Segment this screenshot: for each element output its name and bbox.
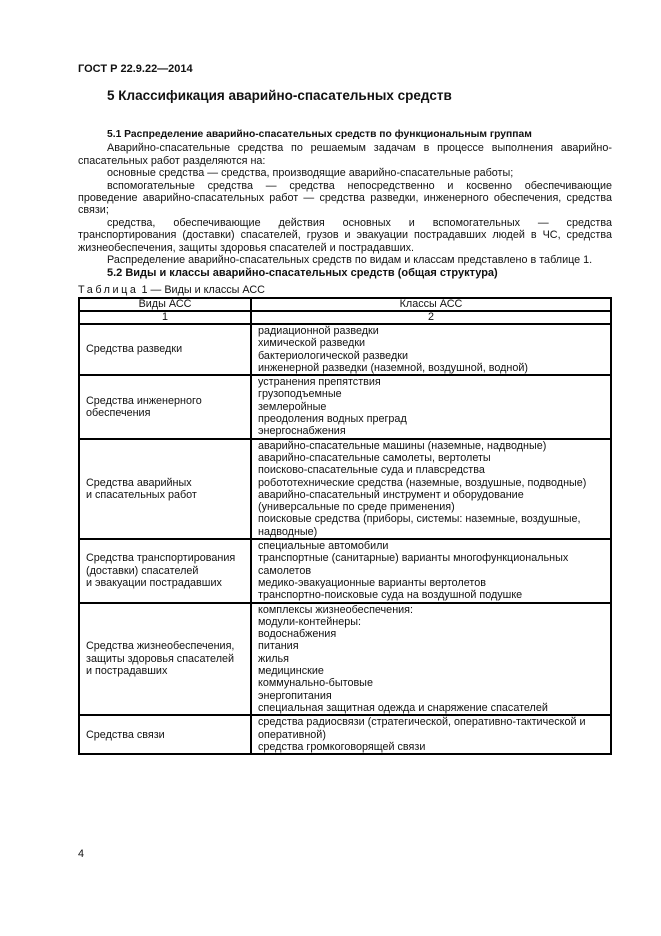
- table-row: [79, 375, 611, 438]
- class-item: оперативной): [258, 728, 326, 741]
- kind-cell: [79, 439, 251, 539]
- class-item: самолетов: [258, 564, 312, 577]
- class-item: поисково-спасательные суда и плавсредства: [258, 464, 485, 477]
- kind-line: Средства связи: [86, 728, 165, 741]
- paragraph-line: жизнеобеспечения, защиты здоровья спасателей и пострадавших.: [78, 241, 414, 254]
- class-item: радиационной разведки: [258, 325, 379, 337]
- paragraph-line: Аварийно-спасательные средства по решаемым задачам в процессе выполнения аварийно-: [107, 142, 612, 155]
- class-item: аварийно-спасательный инструмент и оборудование: [258, 488, 524, 501]
- header-cell: Виды АСС: [79, 298, 251, 311]
- class-item: коммунально-бытовые: [258, 677, 373, 690]
- class-item: химической разведки: [258, 337, 366, 350]
- class-item: водоснабжения: [258, 628, 337, 641]
- kind-cell: [79, 375, 251, 438]
- kind-line: и спасательных работ: [86, 488, 197, 501]
- table-row: [79, 324, 611, 375]
- class-item: транспортные (санитарные) варианты многофункциональных: [258, 552, 569, 565]
- kind-cell: [79, 539, 251, 602]
- caption-text: 1 — Виды и классы АСС: [138, 284, 265, 296]
- class-item: средства радиосвязи (стратегической, оперативно-тактической и: [258, 716, 586, 729]
- class-item: (универсальные по среде применения): [258, 501, 455, 514]
- column-number: 2: [251, 311, 611, 324]
- table-row: [79, 603, 611, 716]
- paragraph-line: основные средства — средства, производящие аварийно-спасательные работы;: [107, 167, 514, 180]
- table-row: [79, 539, 611, 602]
- table-caption: [78, 284, 265, 296]
- class-item: средства громкоговорящей связи: [258, 740, 426, 753]
- kind-line: Средства разведки: [86, 343, 183, 356]
- class-item: медико-эвакуационные варианты вертолетов: [258, 576, 486, 589]
- class-item: модули-контейнеры:: [258, 615, 361, 628]
- class-item: медицинские: [258, 665, 324, 678]
- class-item: землеройные: [258, 400, 327, 413]
- classes-cell: [251, 324, 611, 375]
- paragraph-line: спасательных работ разделяются на:: [78, 154, 266, 167]
- section-body: [78, 129, 612, 280]
- class-item: преодоления водных преград: [258, 413, 407, 426]
- class-item: поисковые средства (приборы, системы: наземные, воздушные,: [258, 513, 581, 526]
- paragraph-line: вспомогательные средства — средства непосредственно и косвенно обеспечивающие: [107, 179, 612, 192]
- class-item: жилья: [258, 652, 290, 665]
- paragraph: [78, 142, 612, 167]
- class-item: бактериологической разведки: [258, 349, 408, 362]
- column-number: 1: [79, 311, 251, 324]
- classes-cell: [251, 375, 611, 438]
- table-row: [79, 715, 611, 754]
- class-item: питания: [258, 640, 299, 653]
- classes-cell: [251, 439, 611, 539]
- paragraph: [78, 180, 612, 217]
- class-item: специальные автомобили: [258, 540, 389, 553]
- paragraph-line: Распределение аварийно-спасательных средств по видам и классам представлено в таблице 1.: [107, 254, 593, 267]
- header-cell: Классы АСС: [251, 298, 611, 311]
- paragraph-line: средства, обеспечивающие действия основных и вспомогательных — средства: [107, 216, 612, 229]
- class-item: комплексы жизнеобеспечения:: [258, 603, 414, 616]
- kind-cell: [79, 324, 251, 375]
- section-title: 5 Классификация аварийно-спасательных средств: [107, 88, 452, 103]
- kind-line: Средства аварийных: [86, 476, 192, 489]
- paragraph-line: транспортирования (доставки) спасателей, грузов и эвакуации пострадавших людей в ЧС, средства: [78, 229, 612, 242]
- classification-table: [78, 297, 612, 755]
- class-item: инженерной разведки (наземной, воздушной, водной): [258, 361, 529, 374]
- kind-cell: [79, 603, 251, 716]
- class-item: специальная защитная одежда и снаряжение спасателей: [258, 701, 548, 714]
- class-item: надводные): [258, 525, 318, 538]
- class-item: робототехнические средства (наземные, воздушные, подводные): [258, 476, 587, 489]
- kind-cell: [79, 715, 251, 754]
- page-number: 4: [78, 848, 85, 860]
- class-item: энергоснабжения: [258, 425, 346, 438]
- paragraph: [78, 254, 612, 266]
- kind-line: (доставки) спасателей: [86, 564, 199, 577]
- classes-cell: [251, 715, 611, 754]
- kind-line: и пострадавших: [86, 665, 168, 678]
- classes-cell: [251, 539, 611, 602]
- kind-line: Средства транспортирования: [86, 552, 236, 565]
- paragraph: [78, 167, 612, 179]
- document-code: ГОСТ Р 22.9.22—2014: [78, 63, 193, 75]
- classes-cell: [251, 603, 611, 716]
- table-header-row: [79, 298, 611, 311]
- class-item: транспортно-поисковые суда на воздушной подушке: [258, 589, 523, 602]
- paragraph: [78, 217, 612, 254]
- caption-label: Таблица: [78, 284, 139, 296]
- subsection-title: 5.1 Распределение аварийно-спасательных средств по функциональным группам: [107, 129, 532, 140]
- table-row: [79, 439, 611, 539]
- column-number-row: [79, 311, 611, 324]
- paragraphs: [78, 142, 612, 266]
- kind-line: Средства жизнеобеспечения,: [86, 640, 235, 653]
- class-item: аварийно-спасательные машины (наземные, надводные): [258, 439, 547, 452]
- kind-line: защиты здоровья спасателей: [86, 652, 235, 665]
- subsection-title: 5.2 Виды и классы аварийно-спасательных средств (общая структура): [107, 267, 498, 280]
- class-item: аварийно-спасательные самолеты, вертолеты: [258, 451, 491, 464]
- kind-line: Средства инженерного: [86, 394, 202, 407]
- kind-line: и эвакуации пострадавших: [86, 576, 222, 589]
- paragraph-line: связи;: [78, 204, 109, 217]
- kind-line: обеспечения: [86, 406, 151, 419]
- class-item: устранения препятствия: [258, 376, 381, 389]
- class-item: энергопитания: [258, 689, 332, 702]
- class-item: грузоподъемные: [258, 388, 342, 401]
- paragraph-line: проведение аварийно-спасательных работ — средства разведки, инженерного обеспечения, средства: [78, 192, 612, 205]
